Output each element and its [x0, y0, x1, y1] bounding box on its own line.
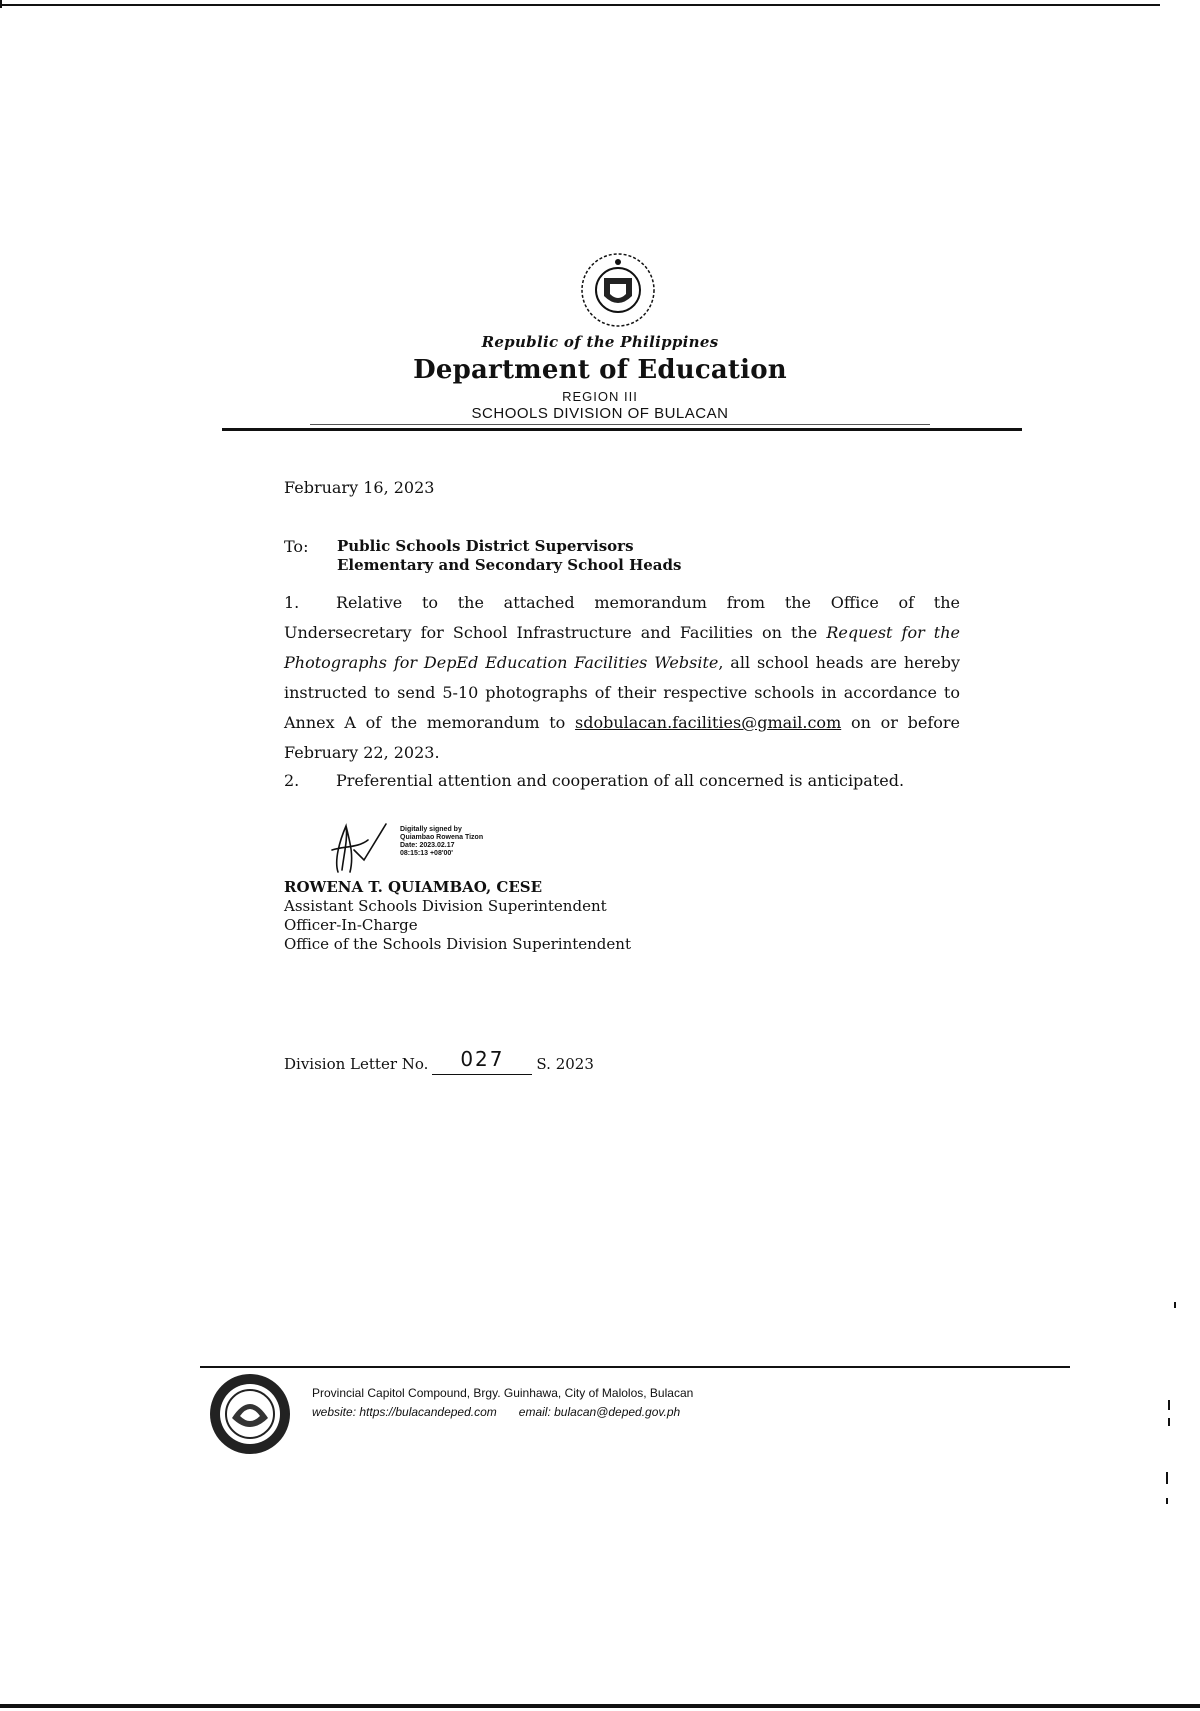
division-letter-label: Division Letter No. — [284, 1055, 429, 1073]
paragraph-text: , all school heads are hereby instructed to send 5-10 photographs of their respective schools in accordance to Annex A of the memorandum to — [284, 653, 960, 732]
signatory-name: ROWENA T. QUIAMBAO, CESE — [284, 878, 543, 896]
digital-signature-line: Digitally signed by — [400, 826, 462, 833]
division-letter-series: S. 2023 — [536, 1055, 594, 1073]
footer-address: Provincial Capitol Compound, Brgy. Guinhawa, City of Malolos, Bulacan — [312, 1386, 694, 1400]
republic-heading: Republic of the Philippines — [481, 333, 719, 351]
recipient-line: Public Schools District Supervisors — [337, 537, 634, 555]
digital-signature-stamp — [400, 826, 483, 858]
paragraph-number: 1. — [284, 593, 300, 612]
division-seal-icon — [208, 1372, 292, 1456]
paragraph-text: on or before February 22, 2023. — [284, 713, 961, 762]
paragraph-text: Preferential attention and cooperation of all concerned is anticipated. — [336, 771, 905, 790]
paragraph-1 — [284, 588, 960, 768]
header-rule-thick — [222, 428, 1022, 431]
paragraph-2 — [284, 766, 960, 796]
footer-email[interactable]: email: bulacan@deped.gov.ph — [518, 1405, 681, 1419]
bottom-border-line — [0, 1704, 1200, 1708]
digital-signature-line: Quiambao Rowena Tizon — [400, 834, 484, 841]
scan-mark — [1166, 1498, 1168, 1504]
signatory-title: Assistant Schools Division Superintendent — [284, 897, 607, 915]
division-heading: SCHOOLS DIVISION OF BULACAN — [471, 405, 729, 422]
to-label: To: — [284, 537, 309, 556]
footer-rule — [200, 1366, 1070, 1368]
division-letter-blank — [432, 1047, 532, 1075]
digital-signature-line: Date: 2023.02.17 — [400, 842, 455, 849]
handwritten-signature — [324, 820, 394, 878]
scan-mark — [1174, 1302, 1176, 1308]
letter-date: February 16, 2023 — [284, 478, 435, 497]
scan-mark — [1166, 1472, 1168, 1484]
memo-title: Request for the Photographs for DepEd Education Facilities Website — [284, 623, 961, 672]
header-rule-thin — [310, 424, 930, 425]
footer-website[interactable]: website: https://bulacandeped.com — [312, 1405, 497, 1419]
email-link[interactable]: sdobulacan.facilities@gmail.com — [575, 713, 842, 732]
department-heading: Department of Education — [413, 355, 787, 385]
recipient-line: Elementary and Secondary School Heads — [337, 556, 682, 574]
signatory-title: Officer-In-Charge — [284, 916, 418, 934]
top-border-line — [0, 4, 1160, 6]
division-letter-number — [284, 1047, 594, 1075]
footer-contacts — [312, 1405, 680, 1419]
division-letter-handwritten-number: 027 — [460, 1047, 505, 1071]
top-left-mark — [0, 0, 2, 8]
paragraph-number: 2. — [284, 771, 300, 790]
signatory-office: Office of the Schools Division Superintendent — [284, 935, 631, 953]
paragraph-text: Relative to the attached memorandum from the Office of the Undersecretary for School Infrastructure and Facilities on the — [284, 593, 960, 642]
region-heading: REGION III — [562, 389, 638, 404]
digital-signature-line: 08:15:13 +08'00' — [400, 850, 453, 857]
scan-mark — [1168, 1400, 1170, 1410]
scan-mark — [1168, 1418, 1170, 1426]
deped-seal-icon — [574, 248, 662, 330]
